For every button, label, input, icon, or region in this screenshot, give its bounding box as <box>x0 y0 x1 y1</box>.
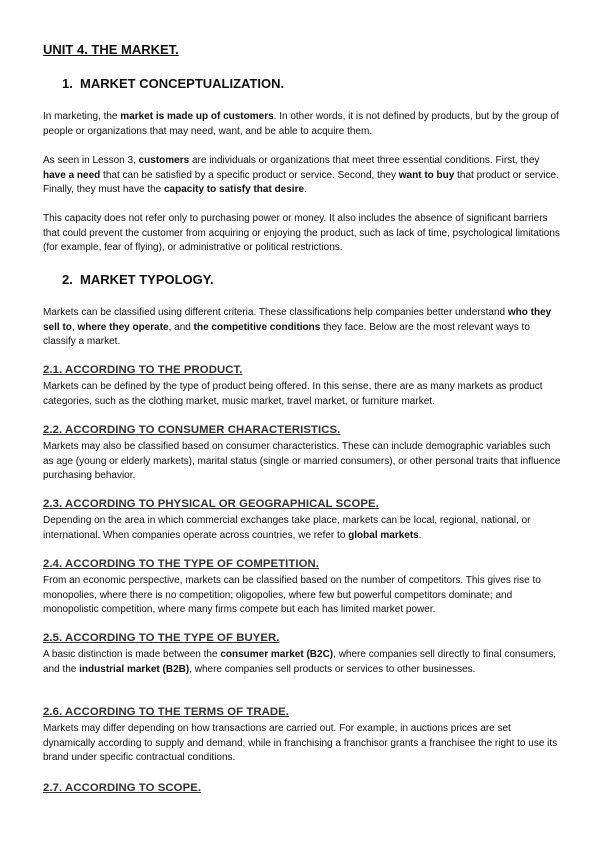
paragraph-terms-of-trade: Markets may differ depending on how transactions are carried out. For example, in auctions prices are set dynamically according to supply and demand, while in franchising a franchisor grants a franchisee the right to use its brand under specific contractual conditions. <box>43 723 558 763</box>
subheading-scope: 2.7. ACCORDING TO SCOPE. <box>43 782 202 794</box>
paragraph-consumer: Markets may also be classified based on consumer characteristics. These can include demographic variables such as age (young or elderly markets), marital status (single or married consumers), or other personal traits that influence purchasing behavior. <box>43 441 561 481</box>
subheading-competition: 2.4. ACCORDING TO THE TYPE OF COMPETITION. <box>43 558 319 570</box>
paragraph-buyer: A basic distinction is made between the consumer market (B2C), where companies sell directly to final consumers, and the industrial market (B2B), where companies sell products or services to other businesses. <box>43 649 557 675</box>
paragraph-geographical: Depending on the area in which commercial exchanges take place, markets can be local, regional, national, or international. When companies operate across countries, we refer to global markets. <box>43 515 531 541</box>
subheading-product: 2.1. ACCORDING TO THE PRODUCT. <box>43 364 243 376</box>
paragraph-market-definition: In marketing, the market is made up of customers. In other words, it is not defined by products, but by the group of people or organizations that may need, want, and be able to acquire them. <box>43 111 559 137</box>
section-number: 1. <box>62 76 73 91</box>
subheading-terms-of-trade: 2.6. ACCORDING TO THE TERMS OF TRADE. <box>43 706 289 718</box>
paragraph-typology-intro: Markets can be classified using different criteria. These classifications help companies better understand who they sell to, where they operate, and the competitive conditions they face. Below are the most relevant ways to classify a market. <box>43 307 552 347</box>
paragraph-competition: From an economic perspective, markets can be classified based on the number of competitors. This gives rise to monopolies, where there is no competition; oligopolies, where few but powerful competitors dominate; and monopolistic competition, where many firms compete but each has limited market power. <box>43 575 541 615</box>
unit-title: UNIT 4. THE MARKET. <box>43 42 179 57</box>
section-heading-typology <box>62 272 214 287</box>
subheading-geographical: 2.3. ACCORDING TO PHYSICAL OR GEOGRAPHICAL SCOPE. <box>43 498 379 510</box>
subheading-buyer: 2.5. ACCORDING TO THE TYPE OF BUYER. <box>43 632 280 644</box>
section-title: MARKET CONCEPTUALIZATION. <box>80 76 285 91</box>
section-number: 2. <box>62 272 73 287</box>
section-title: MARKET TYPOLOGY. <box>80 272 214 287</box>
paragraph-product: Markets can be defined by the type of product being offered. In this sense, there are as many markets as product categories, such as the clothing market, music market, travel market, or furniture market. <box>43 381 543 407</box>
paragraph-customer-conditions: As seen in Lesson 3, customers are individuals or organizations that meet three essential conditions. First, they have a need that can be satisfied by a specific product or service. Second, they want to buy that product or service. Finally, they must have the capacity to satisfy that desire. <box>43 155 559 195</box>
subheading-consumer: 2.2. ACCORDING TO CONSUMER CHARACTERISTICS. <box>43 424 341 436</box>
paragraph-capacity: This capacity does not refer only to purchasing power or money. It also includes the absence of significant barriers that could prevent the customer from acquiring or enjoying the product, such as lack of time, psychological limitations (for example, fear of flying), or administrative or political restrictions. <box>43 213 560 253</box>
section-heading-conceptualization <box>62 76 284 91</box>
